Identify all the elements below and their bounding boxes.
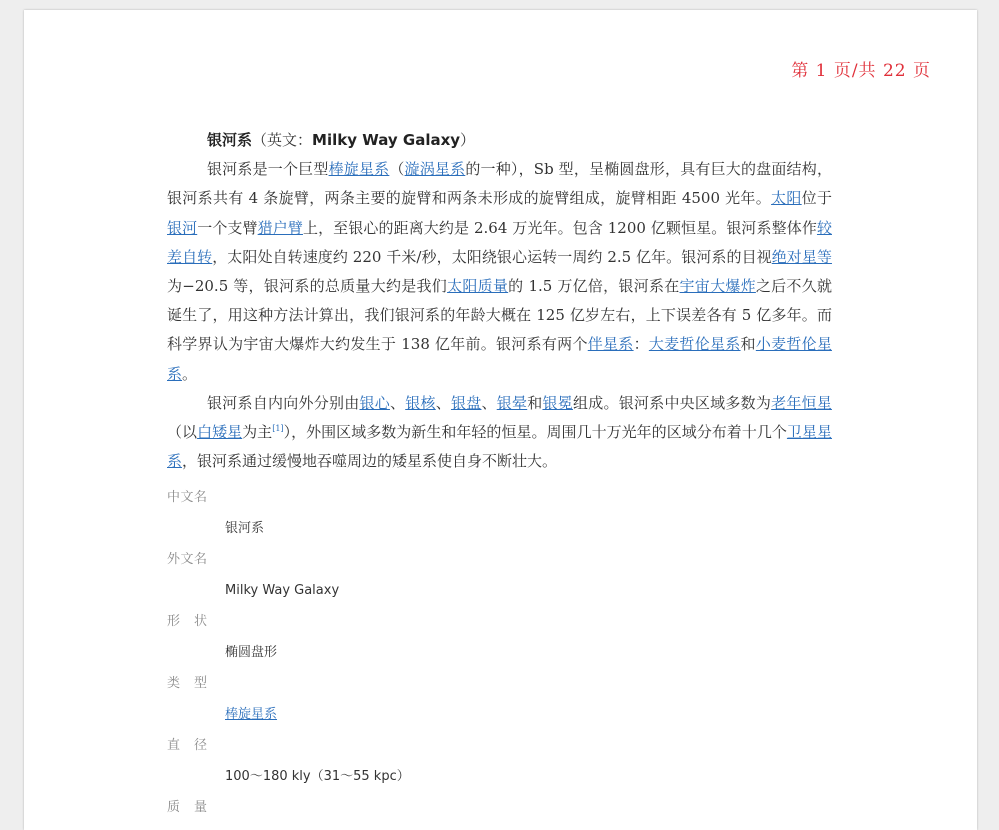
- citation-ref[interactable]: [1]: [272, 424, 284, 434]
- term-link[interactable]: 宇宙大爆炸: [679, 277, 756, 296]
- text-run: ，银河系通过缓慢地吞噬周边的矮星系使自身不断壮大。: [182, 452, 558, 471]
- text-run: 银河系自内向外分别由: [207, 393, 360, 412]
- info-label: 直 径: [167, 738, 208, 754]
- term-link[interactable]: 银冕: [542, 393, 573, 412]
- term-link[interactable]: 银河: [167, 218, 198, 237]
- text-run: ，太阳处自转速度约 220 千米/秒，太阳绕银心运转一周约 2.5 亿年。银河系的目视: [212, 247, 772, 266]
- info-label: 中文名: [167, 490, 208, 506]
- term-link[interactable]: 绝对星等: [771, 247, 832, 266]
- term-link[interactable]: 银盘: [450, 393, 482, 412]
- page-indicator: 第 1 页/共 22 页: [791, 61, 931, 81]
- text-run: 的一种），Sb 型，呈椭圆盘形，具有巨大的盘面结构，银河系共有 4 条旋臂，两条主要的旋臂和两条未形成的旋臂组成，旋臂相距 4500 光年。: [167, 160, 832, 208]
- term-link[interactable]: 老年恒星: [771, 393, 832, 412]
- term-link[interactable]: 太阳: [771, 189, 802, 208]
- info-label: 质 量: [167, 800, 208, 816]
- paragraph-overview: [167, 155, 832, 389]
- text-run: 、: [389, 393, 406, 412]
- text-run: 银河系是一个巨型: [207, 160, 329, 179]
- text-run: 、: [435, 393, 451, 412]
- text-run: 的 1.5 万亿倍，银河系在: [508, 277, 680, 296]
- info-value-link[interactable]: 棒旋星系: [225, 707, 278, 723]
- paragraph-structure: [167, 389, 832, 477]
- term-link[interactable]: 漩涡星系: [404, 160, 466, 179]
- term-link[interactable]: 较差自转: [167, 218, 832, 266]
- info-value-text: Milky Way Galaxy: [225, 583, 340, 599]
- article-body: [167, 126, 832, 823]
- term-link[interactable]: 白矮星: [197, 423, 243, 442]
- term-link[interactable]: 小麦哲伦星系: [167, 335, 832, 383]
- term-link[interactable]: 伴星系: [587, 335, 634, 354]
- info-label: 形 状: [167, 614, 208, 630]
- term-link[interactable]: 银核: [405, 393, 436, 412]
- article-title: [167, 126, 832, 155]
- text-run: 为−20.5 等，银河系的总质量大约是我们: [167, 277, 448, 296]
- info-box: [167, 482, 832, 823]
- text-run: 为主: [242, 423, 273, 442]
- term-link[interactable]: 银晕: [496, 393, 528, 412]
- text-run: 上，至银心的距离大约是 2.64 万光年。包含 1200 亿颗恒星。银河系整体作: [302, 218, 817, 237]
- text-run: 。: [182, 364, 198, 383]
- text-run: ），外围区域多数为新生和年轻的恒星。周围几十万光年的区域分布着十几个: [283, 423, 787, 442]
- text-run: 和: [740, 335, 756, 354]
- info-value-text: 椭圆盘形: [225, 645, 278, 661]
- document-page: [24, 10, 977, 830]
- info-value-text: 100～180 kly（31～55 kpc）: [225, 769, 410, 785]
- term-link[interactable]: 棒旋星系: [328, 160, 390, 179]
- term-link[interactable]: 大麦哲伦星系: [648, 335, 741, 354]
- info-value-text: 银河系: [225, 521, 265, 537]
- term-link[interactable]: 太阳质量: [447, 277, 509, 296]
- info-value: [167, 761, 832, 792]
- text-run: 一个支臂: [197, 218, 258, 237]
- info-value: [167, 513, 832, 544]
- info-label: 外文名: [167, 552, 208, 568]
- info-value: [167, 575, 832, 606]
- text-run: 之后不久就诞生了，用这种方法计算出，我们银河系的年龄大概在 125 亿岁左右，上下误差各有 5 亿多年。而科学界认为宇宙大爆炸大约发生于 138 亿年前。银河系有两个: [167, 277, 832, 354]
- text-run: （以: [167, 423, 198, 442]
- title-paren-open: （英文：: [252, 131, 313, 149]
- info-label: 类 型: [167, 676, 208, 692]
- text-run: （: [389, 160, 405, 179]
- term-link[interactable]: 卫星星系: [167, 423, 832, 471]
- info-value: [167, 699, 832, 730]
- title-paren-close: ）: [460, 131, 476, 149]
- term-link[interactable]: 银心: [359, 393, 390, 412]
- info-value: [167, 637, 832, 668]
- text-run: ：: [633, 335, 649, 354]
- text-run: 、: [481, 393, 497, 412]
- text-run: 和: [527, 393, 543, 412]
- title-english: Milky Way Galaxy: [312, 131, 461, 149]
- text-run: 组成。银河系中央区域多数为: [572, 393, 772, 412]
- title-name: 银河系: [207, 131, 253, 149]
- text-run: 位于: [801, 189, 832, 208]
- term-link[interactable]: 猎户臂: [257, 218, 303, 237]
